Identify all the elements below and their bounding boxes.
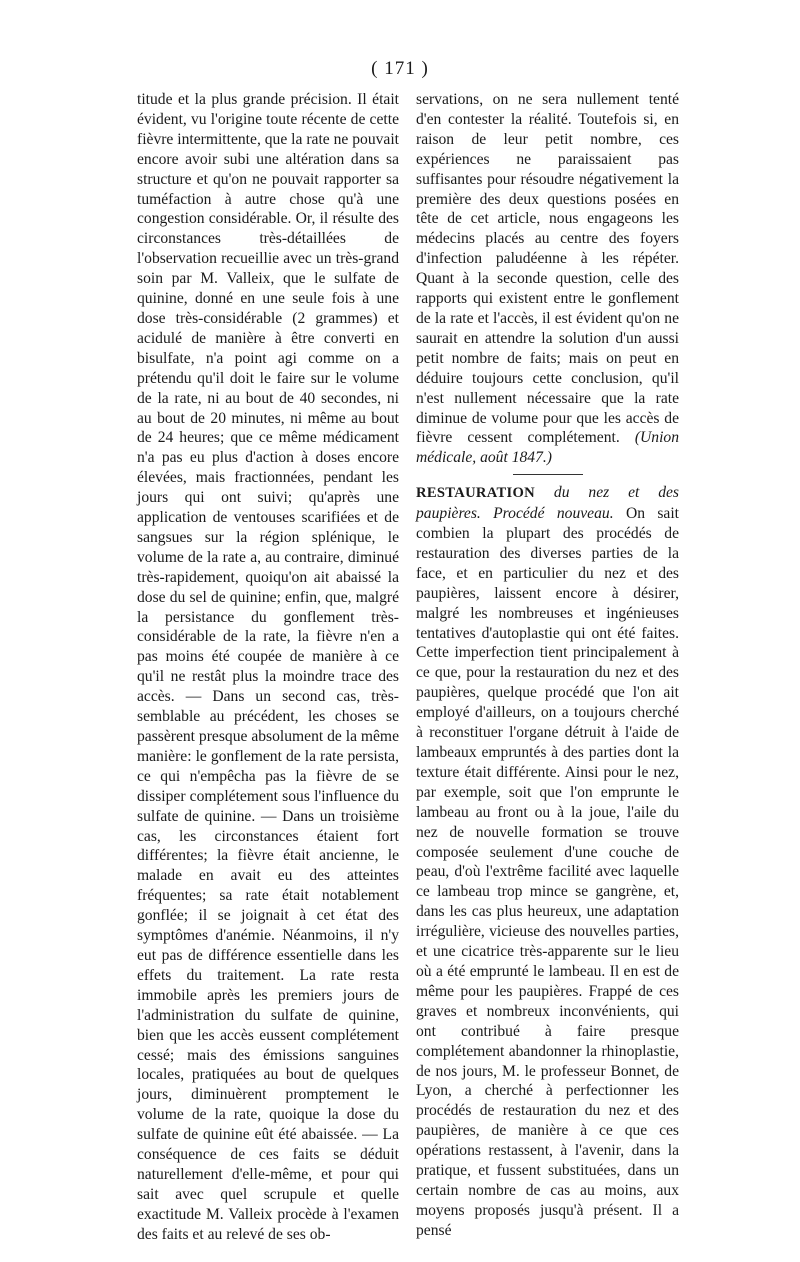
page-number: ( 171 ) bbox=[371, 58, 429, 79]
right-paragraph-1-text: servations, on ne sera nullement tenté d'en contester la réalité. Toutefois si, en raison de leur petit nombre, ces expériences ne paraissaient pas suffisantes pour résoudre négativement la première des deux questions posées en tête de cet article, nous engageons les médecins placés au centre des foyers d'infection paludéenne à les répéter. Quant à la seconde question, celle des rapports qui existent entre le gonflement de la rate et l'accès, il est évident qu'on ne saurait en attendre la solution d'un aussi petit nombre de faits; mais on peut en déduire toujours cette conclusion, qu'il n'est nullement nécessaire que la rate diminue de volume pour que les accès de fièvre cessent complétement. bbox=[416, 91, 679, 447]
right-column bbox=[416, 90, 679, 1241]
source-citation: (Union médicale, août 1847.) bbox=[416, 429, 679, 467]
right-paragraph-2 bbox=[416, 483, 679, 1240]
section-divider bbox=[513, 474, 583, 475]
left-column-text: titude et la plus grande précision. Il était évident, vu l'origine toute récente de cette fièvre intermittente, que la rate ne pouvait encore avoir subi une altération dans sa structure et qu'on ne pouvait rapporter sa tuméfaction à autre chose qu'à une congestion considérable. Or, il résulte des circonstances très-détaillées de l'observation recueillie avec un très-grand soin par M. Valleix, que le sulfate de quinine, donné en une seule fois à une dose très-considérable (2 grammes) et acidulé de manière à être converti en bisulfate, n'a point agi comme on a prétendu qu'il doit le faire sur le volume de la rate, ni au bout de 40 secondes, ni au bout de 20 minutes, ni même au bout de 24 heures; que ce même médicament n'a pas eu plus d'action à doses encore élevées, mais fractionnées, pendant les jours qui ont suivi; qu'après une application de ventouses scarifiées et de sangsues sur la région splénique, le volume de la rate a, au contraire, diminué très-rapidement, quoiqu'on ait abaissé la dose du sel de quinine; enfin, que, malgré la persistance du gonflement très-considérable de la rate, la fièvre n'en a pas moins été coupée de manière à ce qu'il ne restât plus la moindre trace des accès. — Dans un second cas, très-semblable au précédent, les choses se passèrent presque absolument de la même manière: le gonflement de la rate persista, ce qui n'empêcha pas la fièvre de se dissiper complétement sous l'influence du sulfate de quinine. — Dans un troisième cas, les circonstances étaient fort différentes; la fièvre était ancienne, le malade en avait eu des atteintes fréquentes; sa rate était notablement gonflée; il se joignait à cet état des symptômes d'anémie. Néanmoins, il n'y eut pas de différence essentielle dans les effets du traitement. La rate resta immobile après les premiers jours de l'administration du sulfate de quinine, bien que les accès eussent complétement cessé; mais des émissions sanguines locales, pratiquées au bout de quelques jours, diminuèrent promptement le volume de la rate, quoique la dose du sulfate de quinine eût été abaissée. — La conséquence de ces faits se déduit naturellement d'elle-même, et pour qui sait avec quel scrupule et quelle exactitude M. Valleix procède à l'examen des faits et au relevé de ses ob- bbox=[137, 91, 399, 1243]
right-paragraph-1 bbox=[416, 90, 679, 468]
right-paragraph-2-text: On sait combien la plupart des procédés de restauration des diverses parties de la face, et en particulier du nez et des paupières, laissent encore à désirer, malgré les nombreuses et ingénieuses tentatives d'autoplastie qui ont été faites. Cette imperfection tient principalement à ce que, pour la restauration du nez et des paupières, quelque procédé que l'on ait employé d'ailleurs, on a toujours cherché à reconstituer l'organe détruit à l'aide de lambeaux empruntés à des parties dont la texture était différente. Ainsi pour le nez, par exemple, soit que l'on emprunte le lambeau au front ou à la joue, l'aile du nez de nouvelle formation se trouve composée seulement d'une couche de peau, d'où l'extrême facilité avec laquelle ce lambeau trop mince se gangrène, et, dans les cas plus heureux, une adaptation irrégulière, vicieuse des nouvelles parties, et une cicatrice très-apparente sur le lieu où a été emprunté le lambeau. Il en est de même pour les paupières. Frappé de ces graves et nombreux inconvénients, qui ont contribué à faire presque complétement abandonner la rhinoplastie, de nos jours, M. le professeur Bonnet, de Lyon, a cherché à perfectionner les procédés de restauration du nez et des paupières, de manière à ce que ces opérations restassent, à l'avenir, dans la pratique, et fussent substituées, dans un certain nombre de cas au moins, aux moyens proposés jusqu'à présent. Il a pensé bbox=[416, 505, 679, 1239]
left-column bbox=[137, 90, 399, 1245]
section-heading: RESTAURATION bbox=[416, 485, 536, 502]
section-heading-italic: du nez et des paupières. Procédé nouveau. bbox=[416, 484, 679, 523]
